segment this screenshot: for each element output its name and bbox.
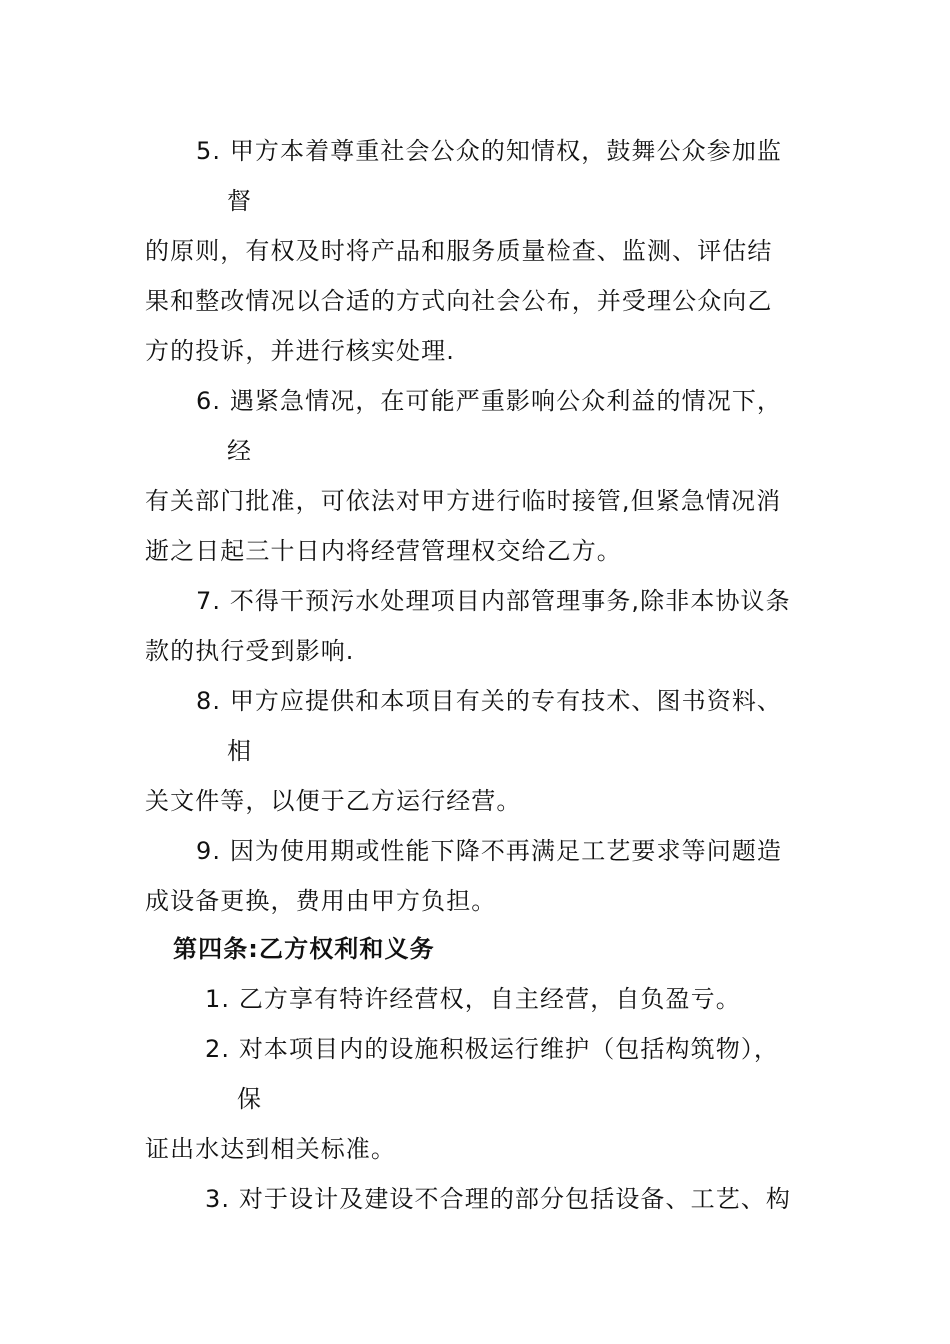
item-6-line-2: 经 xyxy=(227,437,253,465)
item-9-line-1: 9. 因为使用期或性能下降不再满足工艺要求等问题造 xyxy=(196,837,783,865)
sub-item-2-line-1: 2. 对本项目内的设施积极运行维护（包括构筑物）， xyxy=(205,1035,780,1063)
item-7-line-1: 7. 不得干预污水处理项目内部管理事务,除非本协议条 xyxy=(196,587,791,615)
item-5-line-3: 的原则，有权及时将产品和服务质量检查、监测、评估结 xyxy=(145,237,773,265)
item-5-line-1: 5. 甲方本着尊重社会公众的知情权，鼓舞公众参加监 xyxy=(196,137,783,165)
section-heading: 第四条:乙方权利和义务 xyxy=(173,935,435,963)
item-6-line-3: 有关部门批准，可依法对甲方进行临时接管,但紧急情况消 xyxy=(145,487,782,515)
item-5-line-2: 督 xyxy=(227,187,253,215)
item-5-line-5: 方的投诉，并进行核实处理. xyxy=(145,337,455,365)
item-8-line-3: 关文件等，以便于乙方运行经营。 xyxy=(145,787,522,815)
item-6-line-4: 逝之日起三十日内将经营管理权交给乙方。 xyxy=(145,537,622,565)
item-7-line-2: 款的执行受到影响. xyxy=(145,637,355,665)
item-9-line-2: 成设备更换，费用由甲方负担。 xyxy=(145,887,497,915)
item-8-line-2: 相 xyxy=(227,737,253,765)
item-6-line-1: 6. 遇紧急情况，在可能严重影响公众利益的情况下， xyxy=(196,387,783,415)
sub-item-2-line-2: 保 xyxy=(237,1085,263,1113)
sub-item-1-line-1: 1. 乙方享有特许经营权，自主经营，自负盈亏。 xyxy=(205,985,741,1013)
sub-item-2-line-3: 证出水达到相关标准。 xyxy=(145,1135,396,1163)
item-5-line-4: 果和整改情况以合适的方式向社会公布，并受理公众向乙 xyxy=(145,287,773,315)
item-8-line-1: 8. 甲方应提供和本项目有关的专有技术、图书资料、 xyxy=(196,687,783,715)
sub-item-3-line-1: 3. 对于设计及建设不合理的部分包括设备、工艺、构 xyxy=(205,1185,792,1213)
